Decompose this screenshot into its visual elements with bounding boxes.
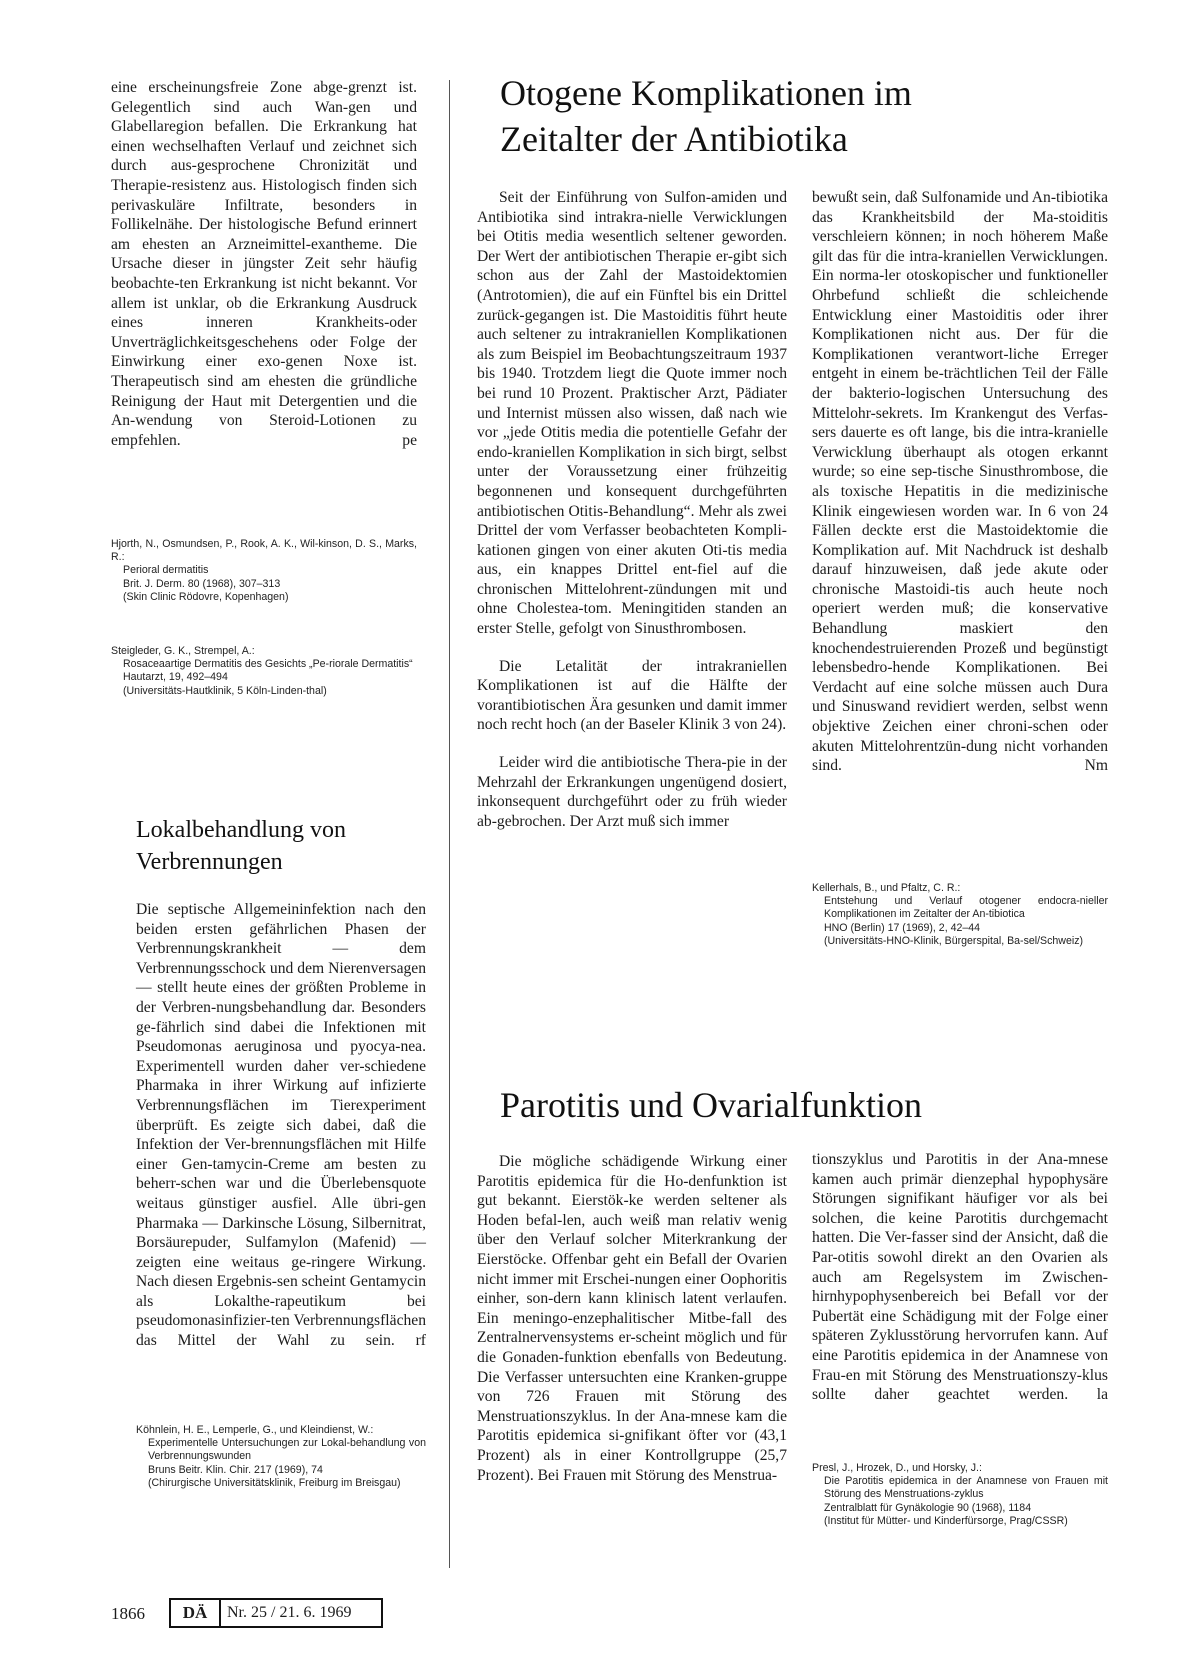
col1-text <box>111 78 417 450</box>
page-number: 1866 <box>111 1604 145 1623</box>
article1-title <box>500 70 1100 162</box>
article1-paragraph: Die Letalität der intrakraniellen Komplikationen ist auf die Hälfte der vorantibiotischen Ära gesunken und damit immer noch recht hoch (an der Baseler Klinik 3 von 24). <box>477 657 787 734</box>
article1-col-b <box>812 188 1108 776</box>
ref-journal: HNO (Berlin) 17 (1969), 2, 42–44 <box>824 921 981 934</box>
ref-authors: Köhnlein, H. E., Lemperle, G., und Kleindienst, W.: <box>136 1424 374 1436</box>
issue-label: Nr. 25 / 21. 6. 1969 <box>227 1604 352 1621</box>
ref-journal: Bruns Beitr. Klin. Chir. 217 (1969), 74 <box>148 1463 323 1476</box>
ref-journal: Brit. J. Derm. 80 (1968), 307–313 <box>123 577 281 590</box>
journal-logo: DÄ <box>171 1600 221 1626</box>
ref-title: Die Parotitis epidemica in der Anamnese von Frauen mit Störung des Menstruations-zyklus <box>824 1475 1108 1501</box>
ref-authors: Steigleder, G. K., Strempel, A.: <box>111 645 255 657</box>
article2-title: Lokalbehandlung von Verbrennungen <box>136 817 346 875</box>
ref-authors: Presl, J., Hrozek, D., und Horsky, J.: <box>812 1462 982 1474</box>
article1-paragraph: Leider wird die antibiotische Thera-pie in der Mehrzahl der Erkrankungen ungenügend dosiert, inkonsequent durchgeführt oder zu früh wieder ab-gebrochen. Der Arzt muß sich immer <box>477 754 787 830</box>
ref-institution: (Institut für Mütter- und Kinderfürsorge, Prag/CSSR) <box>824 1514 1068 1527</box>
ref-authors: Kellerhals, B., und Pfaltz, C. R.: <box>812 882 961 894</box>
col1-paragraph: eine erscheinungsfreie Zone abge-grenzt ist. Gelegentlich sind auch Wan-gen und Glabellaregion befallen. Die Erkrankung hat einen wechselhaften Verlauf und zeichnet sich durch aus-gesprochene Chronizität und Therapie-resistenz aus. Histologisch finden sich perivaskuläre Infiltrate, besonders in Follikelnähe. Der histologische Befund erinnert am ehesten an Arzneimittel-exantheme. Die Ursache dieser in jüngster Zeit sehr häufig beobachte-ten Erkrankung ist nicht bekannt. Vor allem ist unklar, ob die Erkrankung Ausdruck eines inneren Krankheits-oder Unverträglichkeitsgeschehens oder Folge der Einwirkung einer exo-genen Noxe ist. Therapeutisch sind am ehesten die gründliche Reinigung der Haut mit Detergentien und die An-wendung von Steroid-Lotionen zu empfehlen. pe <box>111 79 417 449</box>
article1-paragraph: bewußt sein, daß Sulfonamide und An-tibiotika das Krankheitsbild der Ma-stoiditis verschleiern können; in noch höherem Maße gilt das für die intra-kraniellen Verwicklungen. Ein norma-ler otoskopischer und funktioneller Ohrbefund schließt die schleichende Entwicklung einer Mastoiditis oder ihrer Komplikationen nicht aus. Der für die Komplikationen verantwort-liche Erreger entgeht in einem be-trächtlichen Teil der Fälle der bakterio-logischen Untersuchung des Mittelohr-sekrets. Im Krankengut des Verfas-sers dauerte es oft lange, bis die intra-kranielle Verwicklung überhaupt als otogen erkannt wurde; so eine sep-tische Sinusthrombose, die als toxische Hepatitis in die medizinische Klinik eingewiesen worden war. In 6 von 24 Fällen deckte erst die Mastoidektomie die Komplikation auf. Mit Nachdruck ist deshalb darauf hinzuweisen, daß jede akute oder chronische Mastoidi-tis auch heute noch operiert werden muß; die konservative Behandlung maskiert den knochendestruierenden Prozeß und begünstigt lebensbedro-hende Komplikationen. Bei Verdacht auf eine solche müssen auch Dura und Sinuswand revidiert werden, selbst wenn objektive Zeichen einer chroni-schen oder akuten Mittelohrentzün-dung nicht vorhanden sind. Nm <box>812 189 1108 775</box>
article1-col-a <box>477 188 787 831</box>
issue-box <box>169 1598 383 1628</box>
article2-paragraph: Die septische Allgemeininfektion nach den beiden ersten gefährlichen Phasen der Verbrennungskrankheit — dem Verbrennungsschock und dem Nierenversagen — stellt heute eines der größten Probleme in der Verbren-nungsbehandlung dar. Besonders ge-fährlich sind dabei die Infektionen mit Pseudomonas aeruginosa und pyocya-nea. Experimentell wurden daher ver-schiedene Pharmaka in ihrer Wirkung auf infizierte Verbrennungsflächen im Tierexperiment überprüft. Es zeigte sich dabei, daß die Infektion der Ver-brennungsflächen mit Hilfe einer Gen-tamycin-Creme am besten zu beherr-schen war und die Überlebensquote weitaus günstiger ausfiel. Alle übri-gen Pharmaka — Darkinsche Lösung, Silbernitrat, Borsäurepuder, Sulfamylon (Mafenid) — zeigten eine weitaus ge-ringere Wirkung. Nach diesen Ergebnis-sen scheint Gentamycin als Lokalthe-rapeutikum bei pseudomonasinfizier-ten Verbrennungsflächen das Mittel der Wahl zu sein. rf <box>136 901 426 1350</box>
article3-paragraph: Die mögliche schädigende Wirkung einer Parotitis epidemica für die Ho-denfunktion ist gut bekannt. Eierstök-ke werden seltener als Hoden befal-len, auch weiß man relativ wenig über den Verlauf solcher Miterkrankung der Eierstöcke. Offenbar geht ein Befall der Ovarien nicht immer mit Erschei-nungen einer Oophoritis einher, son-dern kann klinisch latent verlaufen. Ein meningo-enzephalitischer Mitbe-fall des Zentralnervensystems er-scheint möglich und für die Gonaden-funktion ebenfalls von Bedeutung. Die Verfasser untersuchten eine Kranken-gruppe von 726 Frauen mit Störung des Menstruationszyklus. In der Ana-mnese kam die Parotitis epidemica si-gnifikant öfter vor (43,1 Prozent) als in einer Kontrollgruppe (25,7 Prozent). Bei Frauen mit Störung des Menstrua- <box>477 1153 787 1484</box>
ref-title: Experimentelle Untersuchungen zur Lokal-behandlung von Verbrennungswunden <box>148 1437 426 1463</box>
article1-ref <box>812 882 1108 948</box>
article1-paragraph: Seit der Einführung von Sulfon-amiden und Antibiotika sind intrakra-nielle Verwicklungen bei Otitis media wesentlich seltener geworden. Der Wert der antibiotischen Therapie er-gibt sich schon aus der Zahl der Mastoidektomien (Antrotomien), die auf ein Fünftel bis ein Drittel zurück-gegangen ist. Die Mastoiditis führt heute auch seltener zu intrakraniellen Komplikationen als zum Beispiel im Beobachtungszeitraum 1937 bis 1940. Trotzdem liegt die Quote immer noch bei rund 10 Prozent. Praktischer Arzt, Pädiater und Internist müssen also wissen, daß nach wie vor „jede Otitis media die potentielle Gefahr der endo-kraniellen Komplikation in sich birgt, selbst unter der Voraussetzung einer frühzeitig begonnenen und konsequent durchgeführten antibiotischen Otitis-Behandlung“. Mehr als zwei Drittel der vom Verfasser beobachteten Kompli-kationen gingen von einer akuten Oti-tis media aus, ein knappes Drittel ent-fiel auf die chronischen Mittelohrent-zündungen mit und ohne Cholestea-tom. Meningitiden standen an erster Stelle, gefolgt von Sinusthrombosen. <box>477 189 787 638</box>
ref-institution: (Universitäts-HNO-Klinik, Bürgerspital, Ba-sel/Schweiz) <box>824 934 1084 947</box>
ref-authors: Hjorth, N., Osmundsen, P., Rook, A. K., Wil-kinson, D. S., Marks, R.: <box>111 538 417 564</box>
ref-title: Rosaceaartige Dermatitis des Gesichts „Pe-riorale Dermatitis“ <box>123 658 413 671</box>
article3-ref <box>812 1462 1108 1528</box>
article2-ref <box>136 1424 426 1490</box>
article3-title: Parotitis und Ovarialfunktion <box>500 1085 922 1125</box>
column-rule <box>449 80 450 1568</box>
article1-title-line1: Otogene Komplikationen im <box>500 73 912 113</box>
ref-title: Entstehung und Verlauf otogener endocra-nieller Komplikationen im Zeitalter der An-tibiotica <box>824 895 1108 921</box>
ref-title: Perioral dermatitis <box>123 564 209 577</box>
article3-col-b <box>812 1150 1108 1405</box>
article3-paragraph: tionszyklus und Parotitis in der Ana-mnese kamen auch primär dienzephal hypophysäre Störungen signifikant häufiger vor als bei solchen, die keine Parotitis durchgemacht hatten. Die Ver-fasser sind der Ansicht, daß die Par-otitis sowohl direkt an den Ovarien als auch am Regelsystem im Zwischen-hirnhypophysenbereich bei Befall vor der Pubertät eine Schädigung mit der Folge einer späteren Zyklusstörung hervorrufen kann. Auf eine Parotitis epidemica in der Anamnese von Frau-en mit Störung des Menstruationszy-klus sollte daher geachtet werden. la <box>812 1151 1108 1404</box>
ref-institution: (Skin Clinic Rödovre, Kopenhagen) <box>123 590 289 603</box>
col1-ref-2 <box>111 645 417 698</box>
article3-col-a <box>477 1152 787 1485</box>
ref-institution: (Universitäts-Hautklinik, 5 Köln-Linden-thal) <box>123 684 327 697</box>
article2-body <box>136 900 426 1351</box>
ref-journal: Zentralblatt für Gynäkologie 90 (1968), 1184 <box>824 1501 1032 1514</box>
ref-journal: Hautarzt, 19, 492–494 <box>123 671 228 684</box>
col1-ref-1 <box>111 538 417 604</box>
ref-institution: (Chirurgische Universitätsklinik, Freiburg im Breisgau) <box>148 1476 401 1489</box>
article1-title-line2: Zeitalter der Antibiotika <box>500 119 848 159</box>
